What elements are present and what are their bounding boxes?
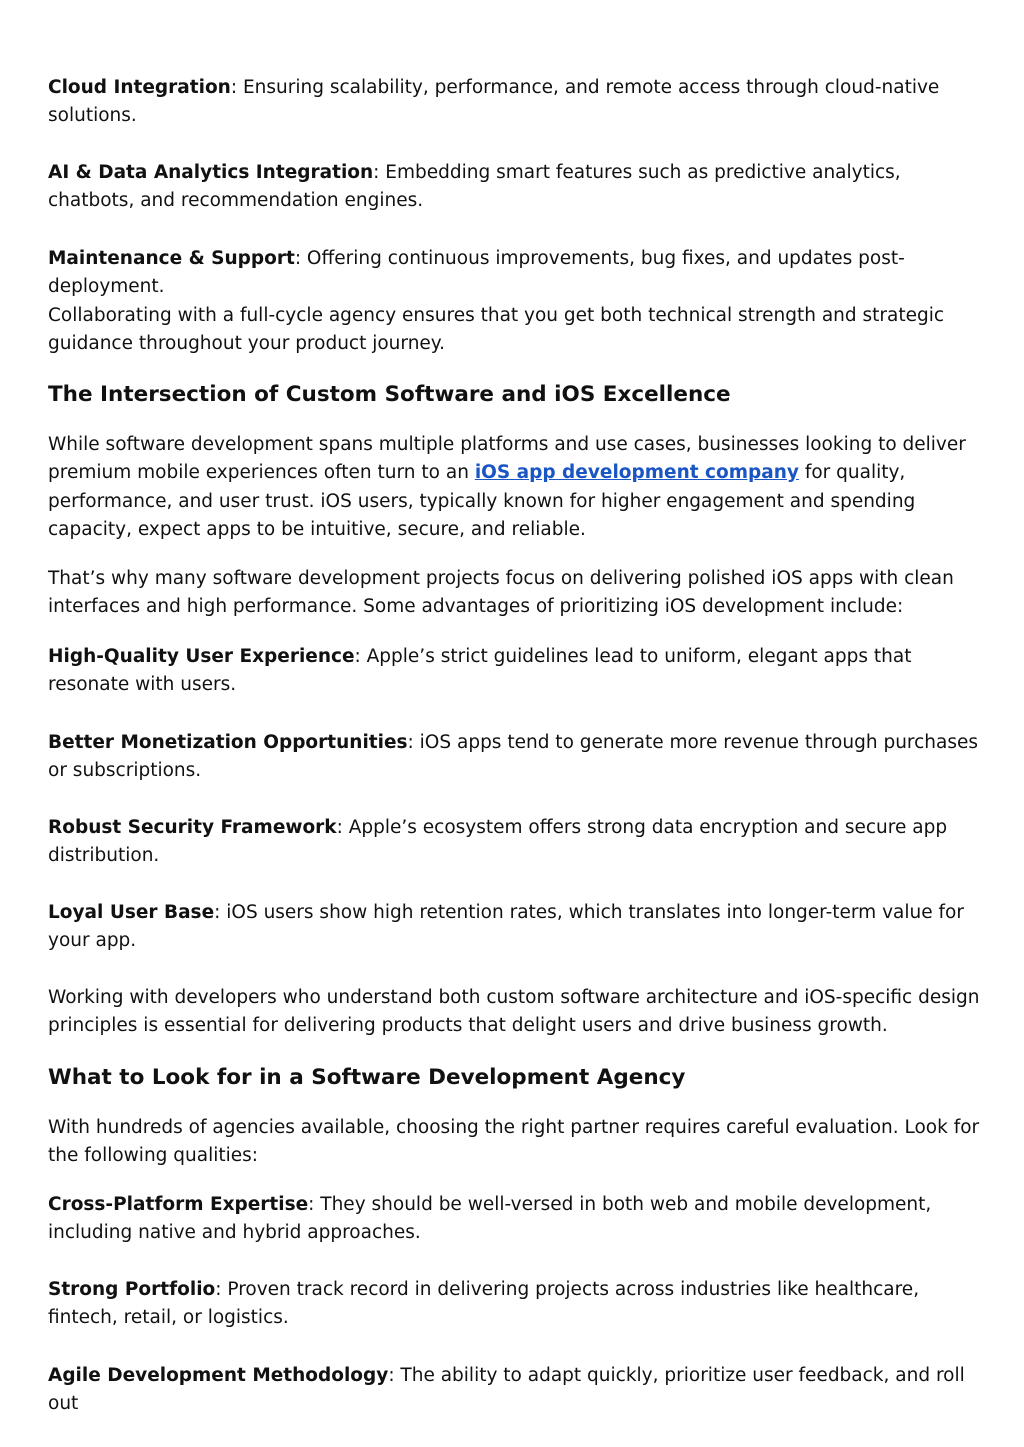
list-item-monetization <box>48 729 983 786</box>
paragraph-ios-advantages: That’s why many software development projects focus on delivering polished iOS apps with clean interfaces and high performance. Some advantages of prioritizing iOS development include: <box>48 568 954 618</box>
item-term: Cross-Platform Expertise <box>48 1194 309 1215</box>
paragraph-working-with-developers: Working with developers who understand both custom software architecture and iOS-specific design principles is essential for delivering products that delight users and drive business growth. <box>48 987 980 1037</box>
paragraph-full-cycle: Collaborating with a full-cycle agency ensures that you get both technical strength and strategic guidance throughout your product journey. <box>48 305 945 355</box>
item-term: Loyal User Base <box>48 902 215 923</box>
item-term: Maintenance & Support <box>48 248 295 269</box>
item-term: Robust Security Framework <box>48 817 337 838</box>
item-term: AI & Data Analytics Integration <box>48 162 374 183</box>
item-text: : Apple’s strict guidelines lead to uniform, elegant apps that resonate with users. <box>48 646 912 696</box>
list-item-cloud-integration <box>48 74 983 131</box>
item-term: Cloud Integration <box>48 77 231 98</box>
section-heading-agency: What to Look for in a Software Development Agency <box>48 1065 686 1090</box>
item-term: Agile Development Methodology <box>48 1365 389 1386</box>
paragraph-agency-intro: With hundreds of agencies available, choosing the right partner requires careful evaluation. Look for the following qualities: <box>48 1117 980 1167</box>
list-item-loyal-user-base <box>48 899 983 956</box>
item-text: : Offering continuous improvements, bug fixes, and updates post-deployment. <box>48 248 905 298</box>
section-heading-ios: The Intersection of Custom Software and iOS Excellence <box>48 382 731 407</box>
ios-company-link[interactable]: iOS app development company <box>474 462 799 484</box>
item-text: : The ability to adapt quickly, prioritize user feedback, and roll out <box>48 1365 965 1415</box>
item-text: : Embedding smart features such as predictive analytics, chatbots, and recommendation engines. <box>48 162 901 212</box>
item-text: : Proven track record in delivering projects across industries like healthcare, fintech, retail, or logistics. <box>48 1279 920 1329</box>
paragraph-text: While software development spans multiple platforms and use cases, businesses looking to deliver premium mobile experiences often turn to an <box>48 434 966 484</box>
item-term: Strong Portfolio <box>48 1279 216 1300</box>
item-term: High-Quality User Experience <box>48 646 355 667</box>
list-item-security <box>48 814 983 871</box>
list-item-ai-data-analytics <box>48 159 983 216</box>
paragraph-ios-intro <box>48 431 983 545</box>
item-text: : They should be well-versed in both web and mobile development, including native and hybrid approaches. <box>48 1194 932 1244</box>
item-text: : Ensuring scalability, performance, and remote access through cloud-native solutions. <box>48 77 940 127</box>
list-item-cross-platform <box>48 1191 983 1248</box>
list-item-portfolio <box>48 1276 983 1333</box>
item-text: : Apple’s ecosystem offers strong data encryption and secure app distribution. <box>48 817 948 867</box>
list-item-user-experience <box>48 643 983 700</box>
item-text: : iOS apps tend to generate more revenue through purchases or subscriptions. <box>48 732 979 782</box>
item-term: Better Monetization Opportunities <box>48 732 408 753</box>
list-item-maintenance-support <box>48 245 983 302</box>
list-item-agile <box>48 1362 983 1419</box>
item-text: : iOS users show high retention rates, which translates into longer-term value for your app. <box>48 902 964 952</box>
paragraph-text: for quality, performance, and user trust. iOS users, typically known for higher engagement and spending capacity, expect apps to be intuitive, secure, and reliable. <box>48 462 916 541</box>
